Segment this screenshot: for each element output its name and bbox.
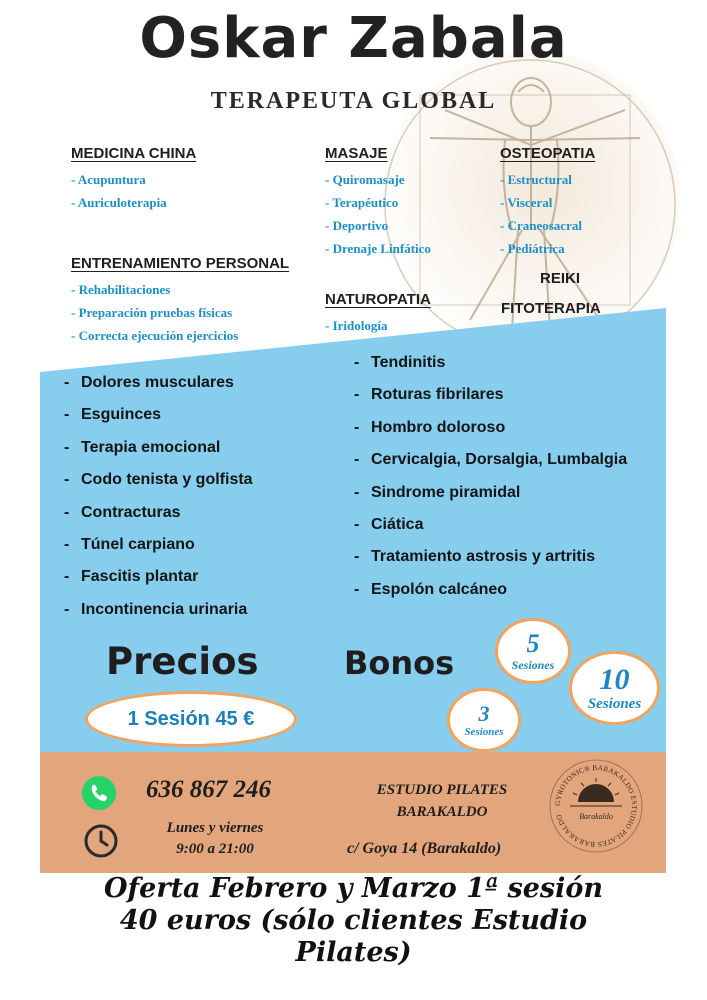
condition-text: Espolón calcáneo xyxy=(371,580,508,598)
condition-text: Hombro doloroso xyxy=(371,418,506,436)
list-item xyxy=(354,386,627,418)
bono-label: Sesiones xyxy=(464,725,504,738)
bullet-dash: - xyxy=(64,535,70,553)
bullet-dash: - xyxy=(64,374,70,391)
opening-days: Lunes y viernes xyxy=(166,820,264,836)
clock-icon xyxy=(83,823,119,859)
offer-line-3: Pilates) xyxy=(295,937,412,968)
bullet-dash: - xyxy=(354,483,360,501)
bono-3-sessions-badge xyxy=(447,688,521,752)
list-item: - Correcta ejecución ejercicios xyxy=(71,328,239,343)
osteopatia-list xyxy=(500,172,582,264)
phone-number[interactable]: 636 867 246 xyxy=(146,776,271,803)
conditions-right-list xyxy=(354,354,627,613)
offer-line-2: 40 euros (sólo clientes Estudio xyxy=(119,905,588,936)
offer-text xyxy=(0,873,707,969)
bullet-dash: - xyxy=(354,386,360,404)
list-item: - Quiromasaje xyxy=(325,172,405,187)
bullet-dash: - xyxy=(64,600,70,618)
list-item: - Iridología xyxy=(325,318,388,333)
bono-5-sessions-badge xyxy=(495,618,571,684)
list-item xyxy=(64,568,253,600)
list-item xyxy=(64,439,253,471)
conditions-left-list xyxy=(64,374,253,633)
list-item xyxy=(354,548,627,580)
reiki-heading: REIKI xyxy=(540,270,581,287)
condition-text: Ciática xyxy=(371,515,424,533)
list-item xyxy=(354,516,627,548)
single-session-price: 1 Sesión 45 € xyxy=(85,691,297,747)
list-item: - Pediátrica xyxy=(500,241,565,256)
condition-text: Fascitis plantar xyxy=(81,568,199,586)
list-item xyxy=(64,406,253,438)
list-item: - Acupuntura xyxy=(71,172,146,187)
entrenamiento-heading: ENTRENAMIENTO PERSONAL xyxy=(71,255,290,272)
studio-name-line2: BARAKALDO xyxy=(396,804,488,820)
bono-label: Sesiones xyxy=(511,658,555,672)
list-item: - Auriculoterapia xyxy=(71,195,167,210)
list-item xyxy=(64,374,253,406)
naturopatia-list xyxy=(325,318,387,341)
list-item xyxy=(64,536,253,568)
bullet-dash: - xyxy=(64,568,70,586)
studio-logo-seal xyxy=(546,756,646,856)
bono-number: 10 xyxy=(599,662,630,696)
bono-label: Sesiones xyxy=(587,695,642,712)
list-item: - Terapéutico xyxy=(325,195,399,210)
opening-hours: 9:00 a 21:00 xyxy=(176,841,254,857)
condition-text: Dolores musculares xyxy=(81,374,234,391)
therapist-name: Oskar Zabala xyxy=(139,6,568,71)
list-item: - Visceral xyxy=(500,195,553,210)
list-item xyxy=(354,354,627,386)
condition-text: Roturas fibrilares xyxy=(371,386,504,404)
entrenamiento-list xyxy=(71,282,238,351)
condition-text: Terapia emocional xyxy=(81,438,221,456)
naturopatia-heading: NATUROPATIA xyxy=(325,291,431,308)
bono-10-sessions-badge xyxy=(569,651,660,725)
bullet-dash: - xyxy=(64,438,70,456)
bullet-dash: - xyxy=(354,354,360,371)
studio-name-line1: ESTUDIO PILATES xyxy=(376,782,508,798)
list-item xyxy=(354,484,627,516)
whatsapp-icon[interactable] xyxy=(81,775,117,811)
bullet-dash: - xyxy=(354,548,360,566)
bullet-dash: - xyxy=(354,515,360,533)
list-item: - Preparación pruebas físicas xyxy=(71,305,233,320)
condition-text: Codo tenista y golfista xyxy=(81,471,253,489)
bullet-dash: - xyxy=(64,503,70,521)
precios-heading: Precios xyxy=(106,640,259,683)
condition-text: Cervicalgia, Dorsalgia, Lumbalgia xyxy=(371,451,628,469)
condition-text: Esguinces xyxy=(81,406,162,424)
bonos-heading: Bonos xyxy=(344,644,455,682)
list-item xyxy=(64,601,253,633)
condition-text: Túnel carpiano xyxy=(81,535,195,553)
offer-line-1: Oferta Febrero y Marzo 1ª sesión xyxy=(104,873,603,904)
osteopatia-heading: OSTEOPATIA xyxy=(500,145,596,162)
list-item xyxy=(354,419,627,451)
list-item: - Rehabilitaciones xyxy=(71,282,171,297)
condition-text: Tratamiento astrosis y artritis xyxy=(371,548,596,566)
condition-text: Contracturas xyxy=(81,503,181,521)
medicina-china-heading: MEDICINA CHINA xyxy=(71,145,197,162)
bullet-dash: - xyxy=(354,418,360,436)
studio-address: c/ Goya 14 (Barakaldo) xyxy=(347,840,502,857)
therapist-subtitle: TERAPEUTA GLOBAL xyxy=(210,88,497,114)
bono-number: 3 xyxy=(478,700,490,726)
logo-center-text: Barakaldo xyxy=(579,812,613,821)
condition-text: Incontinencia urinaria xyxy=(81,600,248,618)
masaje-list xyxy=(325,172,431,264)
bullet-dash: - xyxy=(354,580,360,598)
list-item xyxy=(64,504,253,536)
logo-ring-text: GYROTONIC® BARAKALDO ESTUDIO PILATES BARAKALDO xyxy=(553,763,639,849)
condition-text: Tendinitis xyxy=(371,354,446,371)
bullet-dash: - xyxy=(354,451,360,469)
masaje-heading: MASAJE xyxy=(325,145,388,162)
list-item: - Estructural xyxy=(500,172,572,187)
list-item: - Craneosacral xyxy=(500,218,582,233)
list-item: - Deportivo xyxy=(325,218,389,233)
medicina-china-list xyxy=(71,172,167,218)
list-item xyxy=(64,471,253,503)
fitoterapia-heading: FITOTERAPIA xyxy=(501,300,601,317)
list-item xyxy=(354,451,627,483)
condition-text: Sindrome piramidal xyxy=(371,483,521,501)
bono-number: 5 xyxy=(526,629,540,658)
list-item xyxy=(354,581,627,613)
bullet-dash: - xyxy=(64,471,70,489)
list-item: - Drenaje Linfático xyxy=(325,241,431,256)
bullet-dash: - xyxy=(64,406,70,424)
